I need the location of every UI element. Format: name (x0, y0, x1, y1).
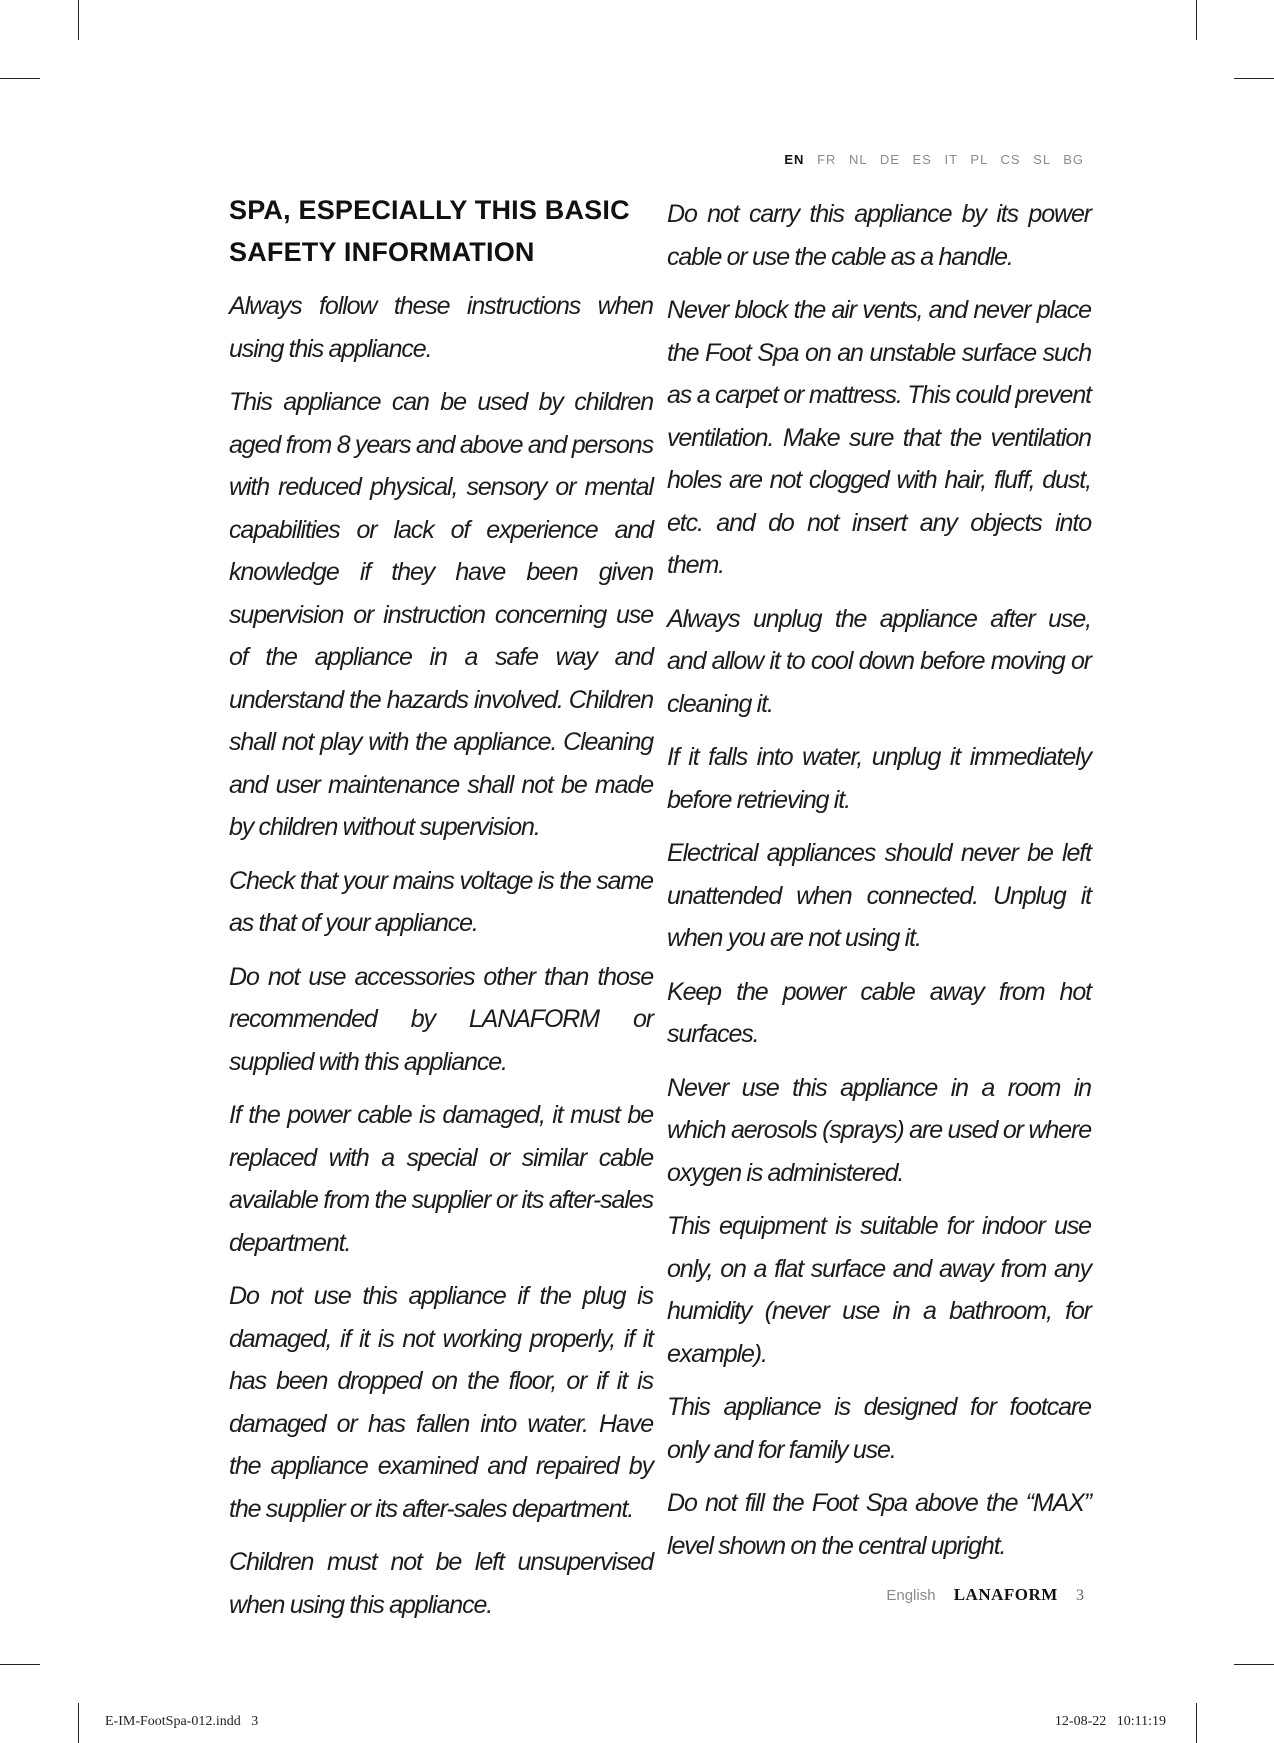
paragraph: Do not carry this appliance by its power cable or use the cable as a handle. (667, 200, 1091, 271)
brand-name: LANAFORM (953, 1585, 1058, 1604)
paragraph: Always follow these instructions when using this appliance. (229, 292, 653, 363)
crop-mark (78, 1703, 79, 1743)
crop-mark (1234, 78, 1274, 79)
lang-nl: NL (849, 152, 868, 167)
crop-mark (1234, 1664, 1274, 1665)
lang-sl: SL (1033, 152, 1051, 167)
slug-timestamp: 12-08-22 10:11:19 (1054, 1714, 1166, 1729)
paragraph: Do not fill the Foot Spa above the “MAX” level shown on the central upright. (667, 1489, 1091, 1560)
crop-mark (0, 78, 40, 79)
paragraph: If the power cable is damaged, it must be replaced with a special or similar cable available from the supplier or its after-sales department. (229, 1101, 653, 1257)
crop-mark (0, 1664, 40, 1665)
section-heading: SPA, ESPECIALLY THIS BASIC SAFETY INFORMATION (229, 195, 630, 267)
slug-filename: E-IM-FootSpa-012.indd 3 (105, 1714, 259, 1729)
language-bar (776, 152, 1084, 167)
crop-mark (78, 0, 79, 40)
paragraph: Always unplug the appliance after use, and allow it to cool down before moving or cleaning it. (667, 604, 1091, 718)
crop-mark (1196, 0, 1197, 40)
footer-language: English (886, 1587, 936, 1604)
lang-pl: PL (970, 152, 988, 167)
paragraph: Electrical appliances should never be left unattended when connected. Unplug it when you are not using it. (667, 839, 1091, 952)
paragraph: Never block the air vents, and never place the Foot Spa on an unstable surface such as a carpet or mattress. This could prevent ventilation. Make sure that the ventilation holes are not clogged with hair, fluff, dust, etc. and do not insert any objects into them. (667, 296, 1091, 579)
paragraph: Do not use this appliance if the plug is damaged, if it is not working properly, if it has been dropped on the floor, or if it is damaged or has fallen into water. Have the appliance examined and repaired by the supplier or its after-sales department. (229, 1282, 653, 1523)
lang-de: DE (879, 152, 900, 167)
page-number: 3 (1076, 1587, 1084, 1604)
paragraph: Children must not be left unsupervised when using this appliance. (229, 1548, 653, 1619)
page-footer (886, 1585, 1084, 1605)
lang-en: EN (784, 152, 805, 167)
paragraph: Do not use accessories other than those recommended by LANAFORM or supplied with this appliance. (229, 962, 653, 1076)
paragraph: Never use this appliance in a room in which aerosols (sprays) are used or where oxygen is administered. (667, 1073, 1091, 1187)
left-column (229, 193, 653, 1637)
paragraph: This equipment is suitable for indoor use only, on a flat surface and away from any humidity (never use in a bathroom, for example). (667, 1212, 1091, 1368)
paragraph: Keep the power cable away from hot surfaces. (667, 977, 1091, 1048)
lang-es: ES (912, 152, 932, 167)
lang-it: IT (944, 152, 958, 167)
crop-mark (1196, 1703, 1197, 1743)
paragraph: This appliance can be used by children aged from 8 years and above and persons with reduced physical, sensory or mental capabilities or lack of experience and knowledge if they have been given supervision or instruction concerning use of the appliance in a safe way and understand the hazards involved. Children shall not play with the appliance. Cleaning and user maintenance shall not be made by children without supervision. (229, 388, 653, 841)
lang-bg: BG (1063, 152, 1084, 167)
right-column (667, 193, 1091, 1578)
paragraph: If it falls into water, unplug it immediately before retrieving it. (667, 743, 1091, 814)
lang-fr: FR (817, 152, 837, 167)
lang-cs: CS (1000, 152, 1021, 167)
paragraph: Check that your mains voltage is the same as that of your appliance. (229, 866, 653, 937)
paragraph: This appliance is designed for footcare only and for family use. (667, 1393, 1091, 1464)
